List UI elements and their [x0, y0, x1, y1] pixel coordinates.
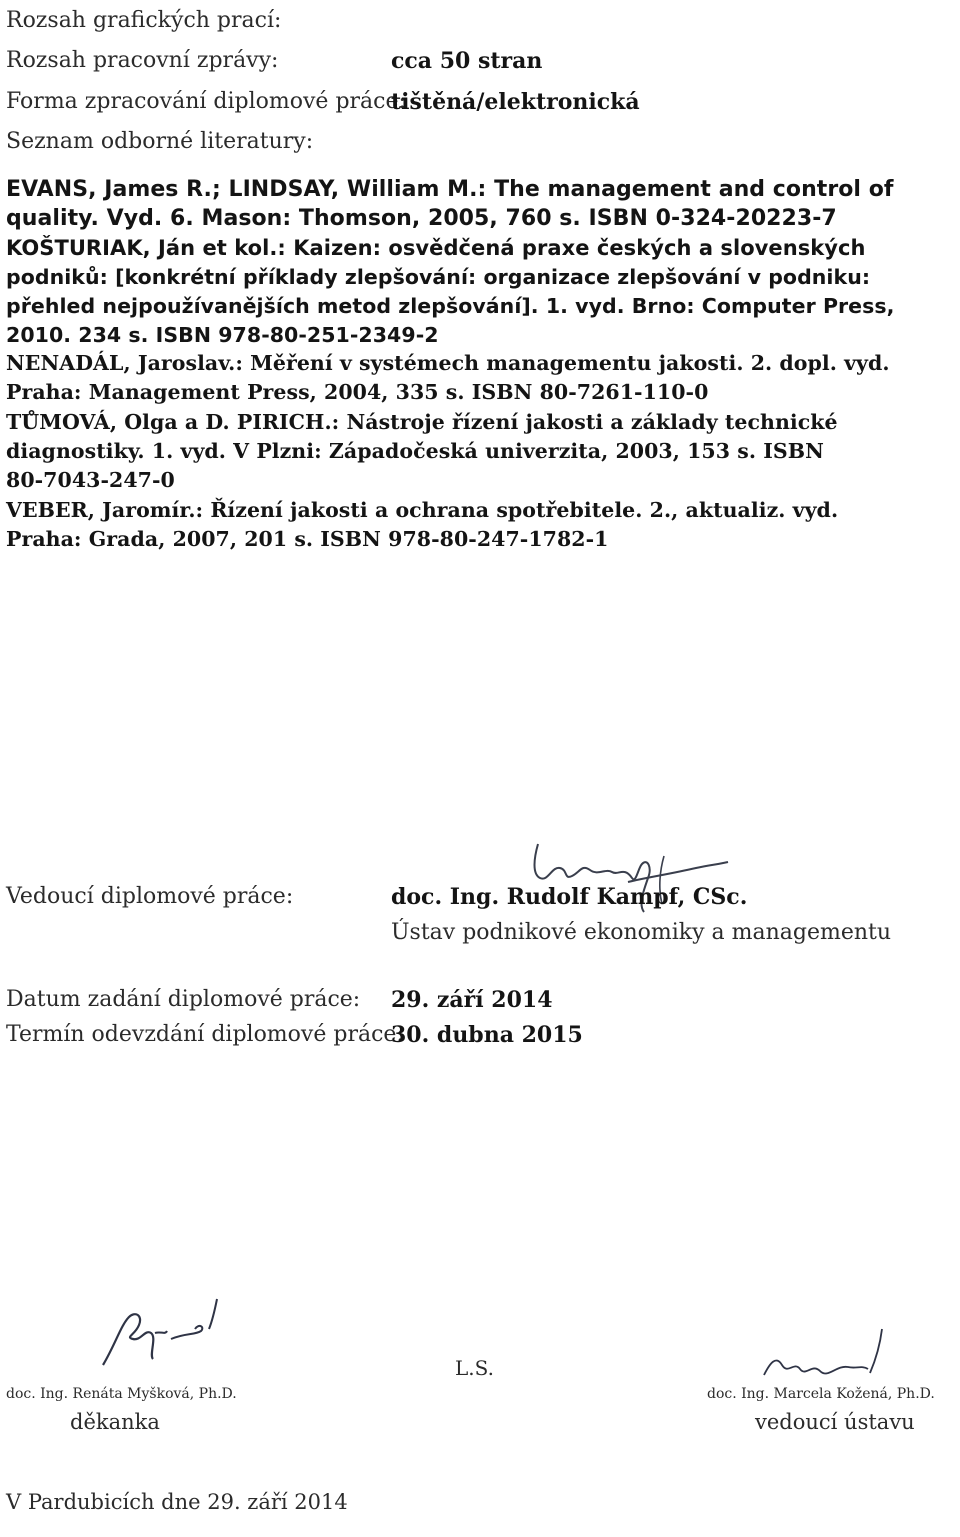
- form-label: Forma zpracování diplomové práce:: [6, 89, 406, 114]
- graphics-scope-label: Rozsah grafických prací:: [6, 8, 282, 33]
- report-scope-value: cca 50 stran: [391, 48, 543, 74]
- assignment-date-label: Datum zadání diplomové práce:: [6, 987, 361, 1012]
- form-value: tištěná/elektronická: [391, 89, 640, 115]
- institute-head-name: doc. Ing. Marcela Kožená, Ph.D.: [707, 1386, 935, 1402]
- place-and-date: V Pardubicích dne 29. září 2014: [6, 1490, 348, 1514]
- literature-line: diagnostiky. 1. vyd. V Plzni: Západočeská univerzita, 2003, 153 s. ISBN: [6, 439, 824, 463]
- stamp-placeholder: L.S.: [455, 1356, 494, 1380]
- deadline-value: 30. dubna 2015: [391, 1022, 583, 1048]
- literature-line: Praha: Management Press, 2004, 335 s. ISBN 80-7261-110-0: [6, 380, 709, 404]
- assignment-date-value: 29. září 2014: [391, 987, 553, 1013]
- report-scope-label: Rozsah pracovní zprávy:: [6, 48, 279, 73]
- literature-line: TŮMOVÁ, Olga a D. PIRICH.: Nástroje řízení jakosti a základy technické: [6, 410, 838, 434]
- literature-line: quality. Vyd. 6. Mason: Thomson, 2005, 760 s. ISBN 0-324-20223-7: [6, 206, 837, 231]
- supervisor-name: doc. Ing. Rudolf Kampf, CSc.: [391, 884, 748, 910]
- literature-label: Seznam odborné literatury:: [6, 129, 314, 154]
- supervisor-institute: Ústav podnikové ekonomiky a managementu: [391, 920, 892, 945]
- dean-role: děkanka: [70, 1410, 160, 1434]
- deadline-label: Termín odevzdání diplomové práce:: [6, 1022, 404, 1047]
- literature-line: 2010. 234 s. ISBN 978-80-251-2349-2: [6, 323, 439, 347]
- institute-head-role: vedoucí ústavu: [755, 1410, 915, 1434]
- dean-name: doc. Ing. Renáta Myšková, Ph.D.: [6, 1386, 237, 1402]
- literature-line: NENADÁL, Jaroslav.: Měření v systémech managementu jakosti. 2. dopl. vyd.: [6, 351, 890, 375]
- literature-line: přehled nejpoužívanějších metod zlepšování]. 1. vyd. Brno: Computer Press,: [6, 294, 895, 318]
- literature-line: EVANS, James R.; LINDSAY, William M.: The management and control of: [6, 177, 894, 202]
- institute-head-signature: [760, 1325, 900, 1395]
- literature-line: podniků: [konkrétní příklady zlepšování: organizace zlepšování v podniku:: [6, 265, 871, 289]
- literature-line: KOŠTURIAK, Ján et kol.: Kaizen: osvědčená praxe českých a slovenských: [6, 236, 866, 260]
- literature-line: VEBER, Jaromír.: Řízení jakosti a ochrana spotřebitele. 2., aktualiz. vyd.: [6, 498, 839, 522]
- supervisor-label: Vedoucí diplomové práce:: [6, 884, 294, 909]
- dean-signature: [95, 1295, 245, 1375]
- literature-line: Praha: Grada, 2007, 201 s. ISBN 978-80-247-1782-1: [6, 527, 609, 551]
- literature-line: 80-7043-247-0: [6, 468, 175, 492]
